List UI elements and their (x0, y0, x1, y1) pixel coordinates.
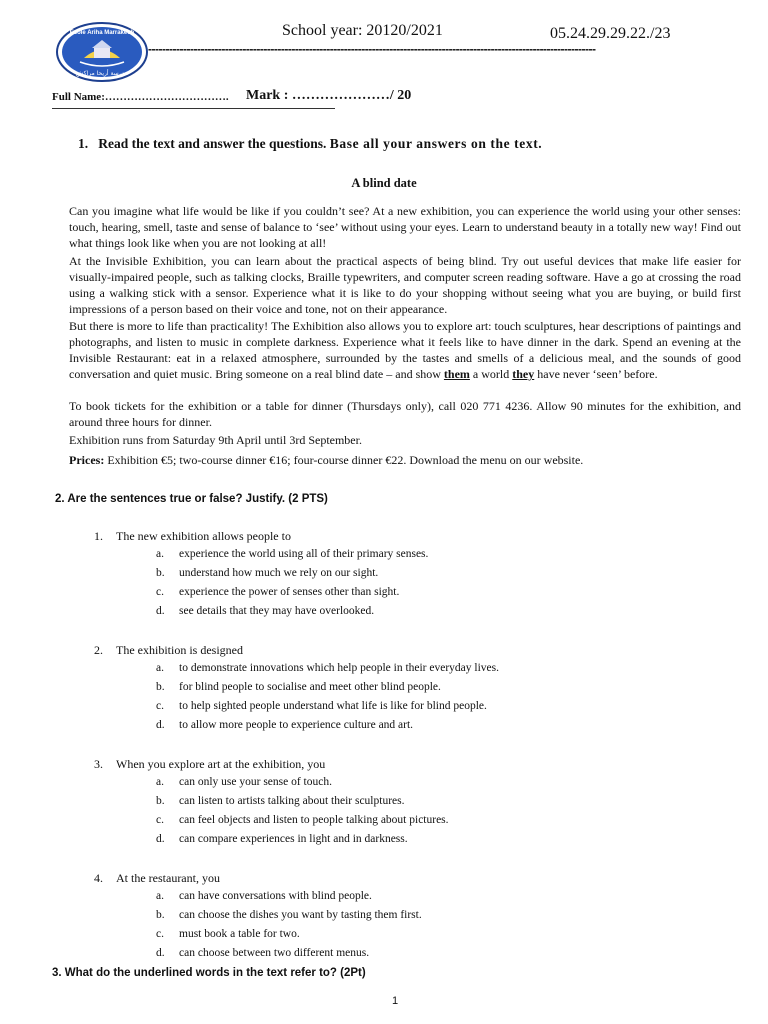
underlined-word-them: them (443, 367, 470, 381)
question-item-number: 3. (94, 757, 103, 771)
answer-option-letter: b. (156, 795, 165, 807)
answer-option (156, 605, 716, 617)
answer-option-letter: c. (156, 700, 164, 712)
paragraph-5: Exhibition runs from Saturday 9th April until 3rd September. (69, 433, 362, 447)
logo-text-top: Ecole Ariha Marrakech (69, 30, 135, 36)
question-item-stem: The new exhibition allows people to (116, 529, 291, 543)
question-item-number: 4. (94, 871, 103, 885)
section-2-heading: 2. Are the sentences true or false? Justify. (2 PTS) (55, 493, 328, 505)
answer-option-text: can listen to artists talking about their sculptures. (179, 795, 405, 807)
question-item-stem: When you explore art at the exhibition, you (116, 757, 326, 771)
answer-option-text: must book a table for two. (179, 928, 300, 940)
answer-option-letter: c. (156, 586, 164, 598)
answer-option (156, 909, 716, 921)
text-title: A blind date (351, 176, 417, 190)
question-item (94, 757, 694, 772)
answer-option-text: to allow more people to experience culture and art. (179, 719, 414, 731)
answer-option (156, 795, 716, 807)
answer-option-text: can feel objects and listen to people talking about pictures. (179, 814, 449, 826)
answer-option-text: to help sighted people understand what life is like for blind people. (179, 700, 487, 712)
answer-option-text: can only use your sense of touch. (179, 776, 332, 788)
answer-option-text: can choose the dishes you want by tasting them first. (179, 909, 422, 921)
prices-text: Exhibition €5; two-course dinner €16; four-course dinner €22. Download the menu on our website. (107, 453, 584, 467)
answer-option-letter: b. (156, 567, 165, 579)
answer-option-letter: a. (156, 548, 164, 560)
answer-option-text: experience the power of senses other than sight. (179, 586, 400, 598)
answer-option-letter: d. (156, 833, 165, 845)
answer-option-text: see details that they may have overlooked. (179, 605, 375, 617)
answer-option (156, 928, 716, 940)
header-dash-line: -------------------------------------------------------------------------------------------------------------------------------- (148, 42, 596, 56)
school-logo (56, 22, 148, 82)
answer-option (156, 662, 716, 674)
question-1-lead: Read the text and answer the questions. (98, 136, 327, 151)
school-year: School year: 20120/2021 (282, 22, 443, 39)
answer-option-letter: c. (156, 814, 164, 826)
answer-option-letter: d. (156, 605, 165, 617)
question-item (94, 871, 694, 886)
answer-option-text: for blind people to socialise and meet other blind people. (179, 681, 441, 693)
answer-option (156, 833, 716, 845)
answer-option-text: can have conversations with blind people. (179, 890, 372, 902)
question-item-number: 2. (94, 643, 103, 657)
paragraph-3 (69, 318, 741, 382)
answer-option-letter: b. (156, 909, 165, 921)
answer-option-letter: c. (156, 928, 164, 940)
question-1-instruction: Base all your answers on the text. (329, 136, 543, 151)
answer-option (156, 700, 716, 712)
paragraph-3-mid: a world (472, 367, 510, 381)
answer-option (156, 947, 716, 959)
name-underline (52, 108, 335, 109)
answer-option (156, 548, 716, 560)
answer-option-letter: d. (156, 947, 165, 959)
question-item-number: 1. (94, 529, 103, 543)
document-code: 05.24.29.29.22./23 (550, 25, 671, 42)
answer-option-letter: a. (156, 776, 164, 788)
answer-option (156, 567, 716, 579)
paragraph-2: At the Invisible Exhibition, you can learn about the practical aspects of being blind. Try out useful devices that make life easier for visually-impaired people, such as talking clocks, Braille typewriters, and computer screen reading software. Have a go at crossing the road using a walking stick with a sensor. Experience what it is like to do your shopping without seeing what you are buying, or build first impressions of a person based on their voice and tone, not on their appearance. (69, 254, 741, 316)
answer-option-letter: d. (156, 719, 165, 731)
answer-option (156, 719, 716, 731)
answer-option-text: experience the world using all of their primary senses. (179, 548, 429, 560)
question-item (94, 529, 694, 544)
answer-option-letter: a. (156, 890, 164, 902)
paragraph-1: Can you imagine what life would be like if you couldn’t see? At a new exhibition, you can experience the world using your other senses: touch, hearing, smell, taste and sense of balance to ‘see’ without using your eyes. Learn to understand beauty in a totally new way! Find out what things look like when you are not looking at all! (69, 204, 741, 250)
answer-option (156, 814, 716, 826)
answer-option (156, 586, 716, 598)
paragraph-6 (69, 452, 741, 468)
question-1-heading (78, 136, 542, 152)
mark-field: Mark : …………………/ 20 (246, 88, 412, 103)
question-item-stem: The exhibition is designed (116, 643, 243, 657)
question-item (94, 643, 694, 658)
section-3-heading: 3. What do the underlined words in the text refer to? (2Pt) (52, 967, 366, 979)
underlined-word-they: they (512, 367, 535, 381)
paragraph-4: To book tickets for the exhibition or a table for dinner (Thursdays only), call 020 771 4236. Allow 90 minutes for the exhibition, and around three hours for dinner. (69, 399, 741, 429)
answer-option (156, 890, 716, 902)
answer-option-text: understand how much we rely on our sight. (179, 567, 379, 579)
answer-option-letter: a. (156, 662, 164, 674)
logo-text-bottom: مدرسة أريحا مراكش (76, 70, 128, 77)
paragraph-3-end: have never ‘seen’ before. (537, 367, 658, 381)
answer-option-text: to demonstrate innovations which help people in their everyday lives. (179, 662, 500, 674)
full-name-field: Full Name:……………………………. (52, 91, 229, 103)
answer-option-text: can compare experiences in light and in darkness. (179, 833, 408, 845)
answer-option-text: can choose between two different menus. (179, 947, 370, 959)
question-item-stem: At the restaurant, you (116, 871, 220, 885)
prices-label: Prices: (69, 453, 105, 467)
answer-option (156, 776, 716, 788)
question-1-number: 1. (78, 136, 89, 151)
paragraph-3-start: But there is more to life than practicality! The Exhibition also allows you to explore art: touch sculptures, hear descriptions of paintings and photographs, and listen to music in complete darkness. Experience what it feels like to have dinner in the dark. Spend an evening at the Invisible Restaurant: eat in a relaxed atmosphere, surrounded by the tastes and smells of a delicious meal, and the sounds of good conversation and quiet music. Bring someone on a real blind date – and show (69, 319, 741, 381)
answer-option (156, 681, 716, 693)
answer-option-letter: b. (156, 681, 165, 693)
page-number: 1 (392, 995, 399, 1007)
